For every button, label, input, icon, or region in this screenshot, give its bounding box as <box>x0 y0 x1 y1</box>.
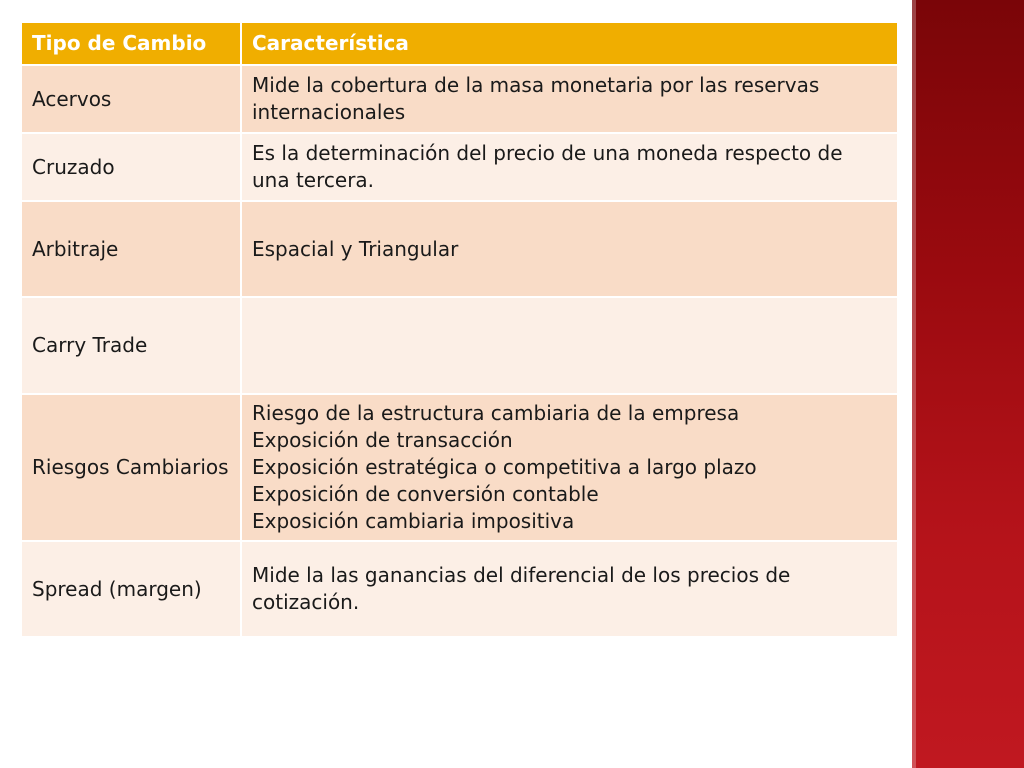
table-row <box>21 201 898 297</box>
tipo-cell: Acervos <box>21 65 241 133</box>
caracteristica-cell: Espacial y Triangular <box>241 201 898 297</box>
header-caracteristica: Característica <box>241 22 898 65</box>
table-row <box>21 394 898 541</box>
table-row <box>21 133 898 201</box>
tipo-cell: Arbitraje <box>21 201 241 297</box>
caracteristica-cell <box>241 297 898 394</box>
tipo-cell: Riesgos Cambiarios <box>21 394 241 541</box>
exchange-rate-table <box>20 21 899 638</box>
table-row <box>21 297 898 394</box>
tipo-cell: Carry Trade <box>21 297 241 394</box>
table-row <box>21 541 898 637</box>
table-row <box>21 65 898 133</box>
table-header-row <box>21 22 898 65</box>
caracteristica-cell: Mide la cobertura de la masa monetaria por las reservas internacionales <box>241 65 898 133</box>
decorative-side-bar <box>912 0 1024 768</box>
tipo-cell: Cruzado <box>21 133 241 201</box>
tipo-cell: Spread (margen) <box>21 541 241 637</box>
header-tipo-de-cambio: Tipo de Cambio <box>21 22 241 65</box>
caracteristica-cell: Es la determinación del precio de una moneda respecto de una tercera. <box>241 133 898 201</box>
caracteristica-cell: Mide la las ganancias del diferencial de los precios de cotización. <box>241 541 898 637</box>
caracteristica-cell: Riesgo de la estructura cambiaria de la empresa Exposición de transacción Exposición estratégica o competitiva a largo plazo Exposición de conversión contable Exposición cambiaria impositiva <box>241 394 898 541</box>
